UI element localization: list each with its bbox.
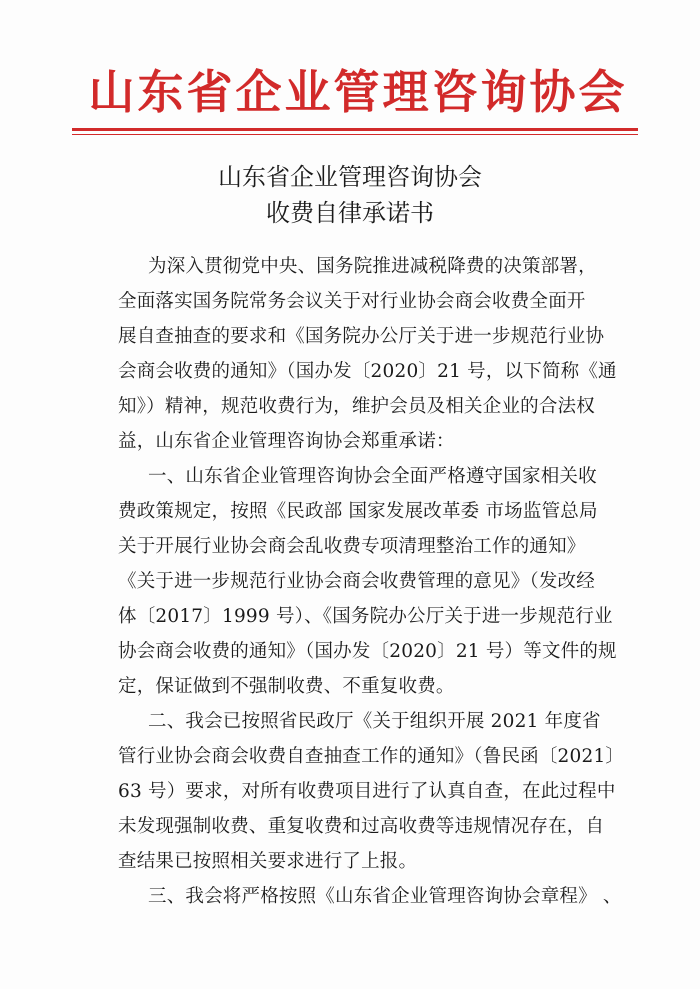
body-line: 管行业协会商会收费自查抽查工作的通知》（鲁民函〔2021〕 [118, 746, 625, 767]
letterhead-red-rule [72, 128, 638, 131]
body-line: 一、山东省企业管理咨询协会全面严格遵守国家相关收 [148, 466, 597, 487]
body-line: 体〔2017〕1999 号）、《国务院办公厅关于进一步规范行业 [118, 606, 613, 627]
body-line: 《关于进一步规范行业协会商会收费管理的意见》（发改经 [118, 571, 595, 592]
letterhead-org-name: 山东省企业管理咨询协会 [88, 65, 628, 119]
body-line: 二、我会已按照省民政厅《关于组织开展 2021 年度省 [148, 711, 601, 732]
document-title-line-2: 收费自律承诺书 [266, 199, 434, 227]
body-line: 协会商会收费的通知》（国办发〔2020〕21 号）等文件的规 [118, 641, 617, 662]
body-line: 未发现强制收费、重复收费和过高收费等违规情况存在，自 [118, 816, 605, 837]
body-line: 查结果已按照相关要求进行了上报。 [118, 851, 418, 872]
body-line: 63 号）要求，对所有收费项目进行了认真自查，在此过程中 [118, 781, 616, 802]
body-line: 关于开展行业协会商会乱收费专项清理整治工作的通知》 [118, 536, 586, 557]
body-line: 定，保证做到不强制收费、不重复收费。 [118, 676, 455, 697]
body-line: 全面落实国务院常务会议关于对行业协会商会收费全面开 [118, 291, 586, 312]
body-line: 为深入贯彻党中央、国务院推进减税降费的决策部署， [148, 256, 597, 277]
body-line: 三、我会将严格按照《山东省企业管理咨询协会章程》 、 [148, 886, 622, 907]
body-line: 知》）精神，规范收费行为，维护会员及相关企业的合法权 [118, 396, 595, 417]
body-line: 益，山东省企业管理咨询协会郑重承诺： [118, 431, 455, 452]
document-title-line-1: 山东省企业管理咨询协会 [218, 163, 482, 191]
body-line: 费政策规定，按照《民政部 国家发展改革委 市场监管总局 [118, 501, 598, 522]
letterhead-red-rule-thin [72, 134, 638, 135]
body-line: 会商会收费的通知》（国办发〔2020〕21 号，以下简称《通 [118, 361, 617, 382]
body-line: 展自查抽查的要求和《国务院办公厅关于进一步规范行业协 [118, 326, 605, 347]
